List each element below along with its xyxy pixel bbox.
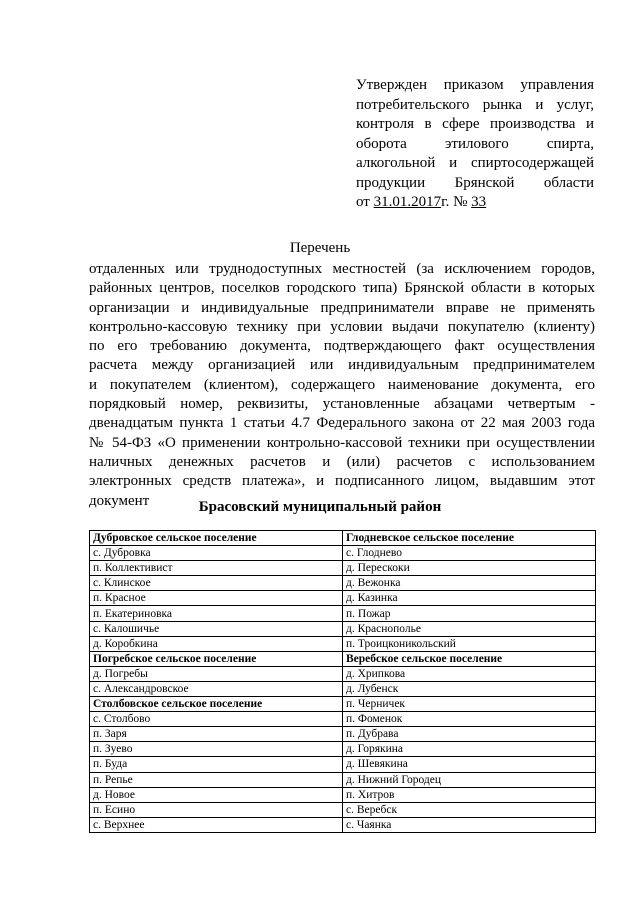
settlement-header: Веребское сельское поселение — [343, 651, 596, 666]
place-cell: п. Екатериновка — [90, 606, 343, 621]
place-cell: д. Шевякина — [343, 757, 596, 772]
place-cell: п. Заря — [90, 727, 343, 742]
table-row — [90, 772, 596, 787]
approval-line: контроля в сфере производства и — [356, 116, 594, 132]
body-line: по его требованию документа, подтверждающего факт осуществления — [89, 338, 595, 355]
table-row — [90, 802, 596, 817]
place-cell: с. Александровское — [90, 681, 343, 696]
date-suffix: г. № — [441, 194, 472, 210]
place-cell: с. Калошичье — [90, 621, 343, 636]
approval-line: Утвержден приказом управления — [356, 77, 594, 93]
settlement-header: Столбовское сельское поселение — [90, 697, 343, 712]
body-line: организации и индивидуальные предприниматели вправе не применять — [89, 299, 595, 316]
body-line: наличных денежных расчетов и (или) расчетов с использованием — [89, 453, 595, 470]
body-line: контрольно-кассовую технику при условии выдачи покупателю (клиенту) — [89, 318, 595, 335]
body-line: отдаленных или труднодоступных местностей (за исключением городов, — [89, 261, 595, 277]
places-table — [89, 530, 596, 833]
place-cell: д. Новое — [90, 787, 343, 802]
table-row — [90, 591, 596, 606]
settlement-header: Погребское сельское поселение — [90, 651, 343, 666]
settlement-header: Глодневское сельское поселение — [343, 531, 596, 546]
place-cell: п. Есино — [90, 802, 343, 817]
approval-date-line — [356, 193, 594, 213]
place-cell: с. Клинское — [90, 576, 343, 591]
table-row — [90, 576, 596, 591]
body-line: районных центров, поселков городского типа) Брянской области в которых — [89, 280, 595, 297]
place-cell: с. Столбово — [90, 712, 343, 727]
table-row — [90, 651, 596, 666]
place-cell: с. Дубровка — [90, 546, 343, 561]
place-cell: д. Коробкина — [90, 636, 343, 651]
approval-line: алкогольной и спиртосодержащей — [356, 155, 594, 171]
document-body — [89, 260, 595, 511]
table-row — [90, 666, 596, 681]
approval-number: 33 — [471, 194, 487, 210]
place-cell: п. Зуево — [90, 742, 343, 757]
place-cell: п. Пожар — [343, 606, 596, 621]
body-line: порядковый номер, реквизиты, установленные абзацами четвертым - — [89, 396, 595, 413]
table-row — [90, 727, 596, 742]
approval-date: 31.01.2017 — [373, 194, 442, 210]
table-row — [90, 546, 596, 561]
body-line: и покупателем (клиентом), содержащего наименование документа, его — [89, 376, 595, 393]
table-row — [90, 621, 596, 636]
place-cell: п. Троицконикольский — [343, 636, 596, 651]
body-line: двенадцатым пункта 1 статьи 4.7 Федерального закона от 22 мая 2003 года — [89, 415, 595, 432]
place-cell: д. Краснополье — [343, 621, 596, 636]
document-title: Перечень — [289, 240, 351, 256]
approval-line: продукции Брянской области — [356, 174, 594, 191]
place-cell: д. Вежонка — [343, 576, 596, 591]
place-cell: п. Дубрава — [343, 727, 596, 742]
table-row — [90, 636, 596, 651]
approval-line: оборота этилового спирта, — [356, 135, 594, 152]
place-cell: д. Хрипкова — [343, 666, 596, 681]
place-cell: п. Красное — [90, 591, 343, 606]
place-cell: п. Черничек — [343, 697, 596, 712]
place-cell: д. Погребы — [90, 666, 343, 681]
place-cell: п. Репье — [90, 772, 343, 787]
place-cell: п. Буда — [90, 757, 343, 772]
place-cell: с. Глоднево — [343, 546, 596, 561]
table-row — [90, 697, 596, 712]
body-line: документ — [89, 492, 150, 509]
place-cell: д. Горякина — [343, 742, 596, 757]
approval-line: потребительского рынка и услуг, — [356, 96, 594, 113]
place-cell: д. Перескоки — [343, 561, 596, 576]
table-row — [90, 681, 596, 696]
body-line: расчета между организацией или индивидуальным предпринимателем — [89, 357, 595, 374]
table-row — [90, 817, 596, 832]
place-cell: с. Чаянка — [343, 817, 596, 832]
date-prefix: от — [356, 194, 374, 210]
place-cell: п. Коллективист — [90, 561, 343, 576]
place-cell: с. Веребск — [343, 802, 596, 817]
place-cell: д. Лубенск — [343, 681, 596, 696]
district-heading: Брасовский муниципальный район — [198, 499, 442, 515]
place-cell: с. Верхнее — [90, 817, 343, 832]
table-row — [90, 787, 596, 802]
settlement-header: Дубровское сельское поселение — [90, 531, 343, 546]
table-row — [90, 712, 596, 727]
table-row — [90, 606, 596, 621]
table-row — [90, 742, 596, 757]
body-line: № 54-ФЗ «О применении контрольно-кассовой техники при осуществлении — [89, 434, 595, 451]
approval-stamp — [356, 76, 594, 213]
table-row — [90, 531, 596, 546]
place-cell: д. Казинка — [343, 591, 596, 606]
place-cell: п. Хитров — [343, 787, 596, 802]
body-line: электронных средств платежа», и подписанного лицом, выдавшим этот — [89, 473, 595, 490]
place-cell: д. Нижний Городец — [343, 772, 596, 787]
table-row — [90, 561, 596, 576]
place-cell: п. Фоменок — [343, 712, 596, 727]
table-row — [90, 757, 596, 772]
